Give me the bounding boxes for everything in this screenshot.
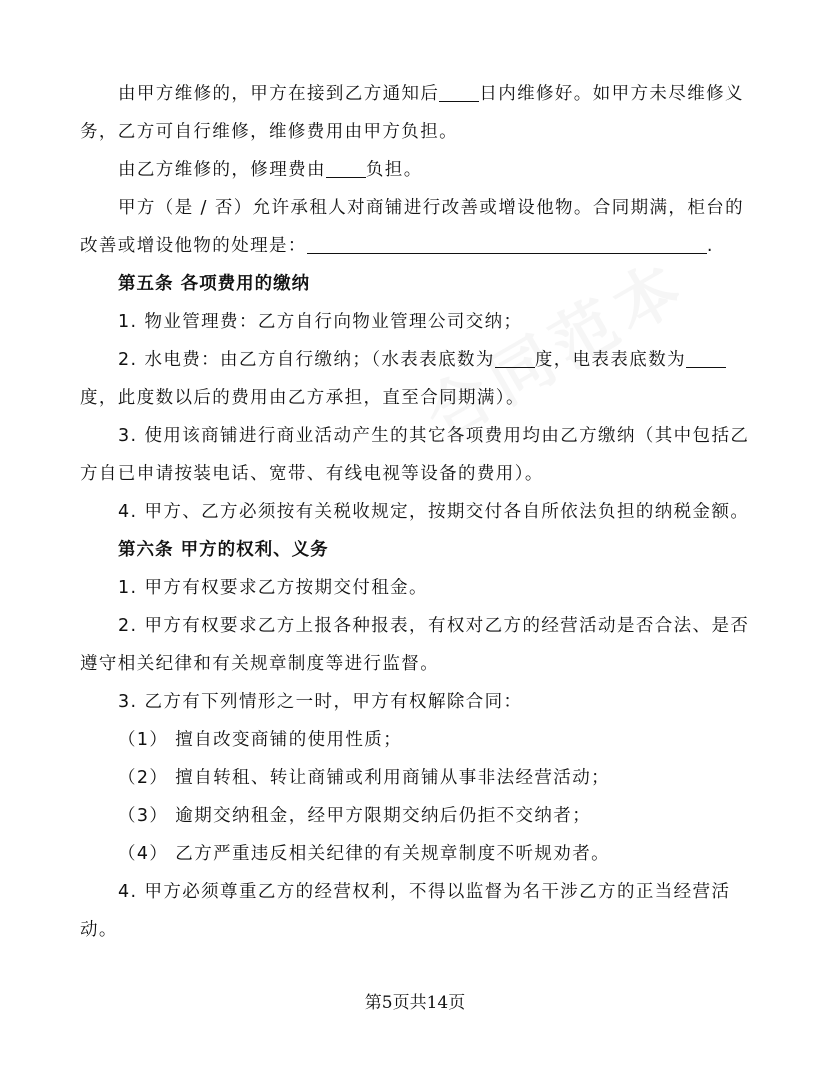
text-span: 日内维修好。如甲方未尽维修义 — [479, 84, 744, 104]
paragraph-line: 1. 甲方有权要求乙方按期交付租金。 — [118, 578, 428, 598]
paragraph-line: 3. 乙方有下列情形之一时，甲方有权解除合同： — [118, 692, 523, 712]
paragraph-line: 3. 使用该商铺进行商业活动产生的其它各项费用均由乙方缴纳（其中包括乙 — [118, 426, 750, 446]
paragraph-line — [118, 83, 798, 105]
paragraph-line: 务，乙方可自行维修，维修费用由甲方负担。 — [80, 122, 458, 142]
page-number-footer: 第5页共14页 — [364, 993, 466, 1013]
paragraph-line: 4. 甲方必须尊重乙方的经营权利，不得以监督为名干涉乙方的正当经营活 — [118, 882, 731, 902]
text-span: 由甲方维修的，甲方在接到乙方通知后 — [118, 84, 440, 104]
text-span: 负担。 — [365, 160, 423, 180]
list-item: （2） 擅自转租、转让商铺或利用商铺从事非法经营活动； — [118, 768, 610, 788]
paragraph-line: 甲方（是 / 否）允许承租人对商铺进行改善或增设他物。合同期满，柜台的 — [118, 198, 745, 218]
paragraph-line: 4. 甲方、乙方必须按有关税收规定，按期交付各自所依法负担的纳税金额。 — [118, 502, 750, 522]
paragraph-line — [118, 349, 798, 371]
fill-blank — [439, 83, 479, 102]
paragraph-line: 度，此度数以后的费用由乙方承担，直至合同期满）。 — [80, 388, 525, 408]
section-heading: 第五条 各项费用的缴纳 — [118, 274, 311, 294]
text-span: 改善或增设他物的处理是： — [80, 236, 307, 256]
paragraph-line: 2. 甲方有权要求乙方上报各种报表，有权对乙方的经营活动是否合法、是否 — [118, 616, 750, 636]
list-item: （4） 乙方严重违反相关纪律的有关规章制度不听规劝者。 — [118, 844, 610, 864]
list-item: （1） 擅自改变商铺的使用性质； — [118, 730, 403, 750]
text-span: 2. 水电费：由乙方自行缴纳；（水表表底数为 — [118, 350, 495, 370]
fill-blank — [686, 349, 726, 368]
fill-blank — [326, 159, 366, 178]
paragraph-line: 遵守相关纪律和有关规章制度等进行监督。 — [80, 654, 440, 674]
fill-blank — [307, 235, 707, 254]
text-span: . — [706, 236, 714, 256]
paragraph-line: 1. 物业管理费：乙方自行向物业管理公司交纳； — [118, 312, 523, 332]
fill-blank — [495, 349, 535, 368]
paragraph-line — [118, 159, 798, 181]
paragraph-line: 动。 — [80, 920, 118, 940]
paragraph-line — [80, 235, 760, 257]
text-span: 由乙方维修的，修理费由 — [118, 160, 326, 180]
list-item: （3） 逾期交纳租金，经甲方限期交纳后仍拒不交纳者； — [118, 806, 592, 826]
section-heading: 第六条 甲方的权利、义务 — [118, 540, 329, 560]
paragraph-line: 方自已申请按装电话、宽带、有线电视等设备的费用）。 — [80, 464, 544, 484]
text-span: 度，电表表底数为 — [534, 350, 687, 370]
